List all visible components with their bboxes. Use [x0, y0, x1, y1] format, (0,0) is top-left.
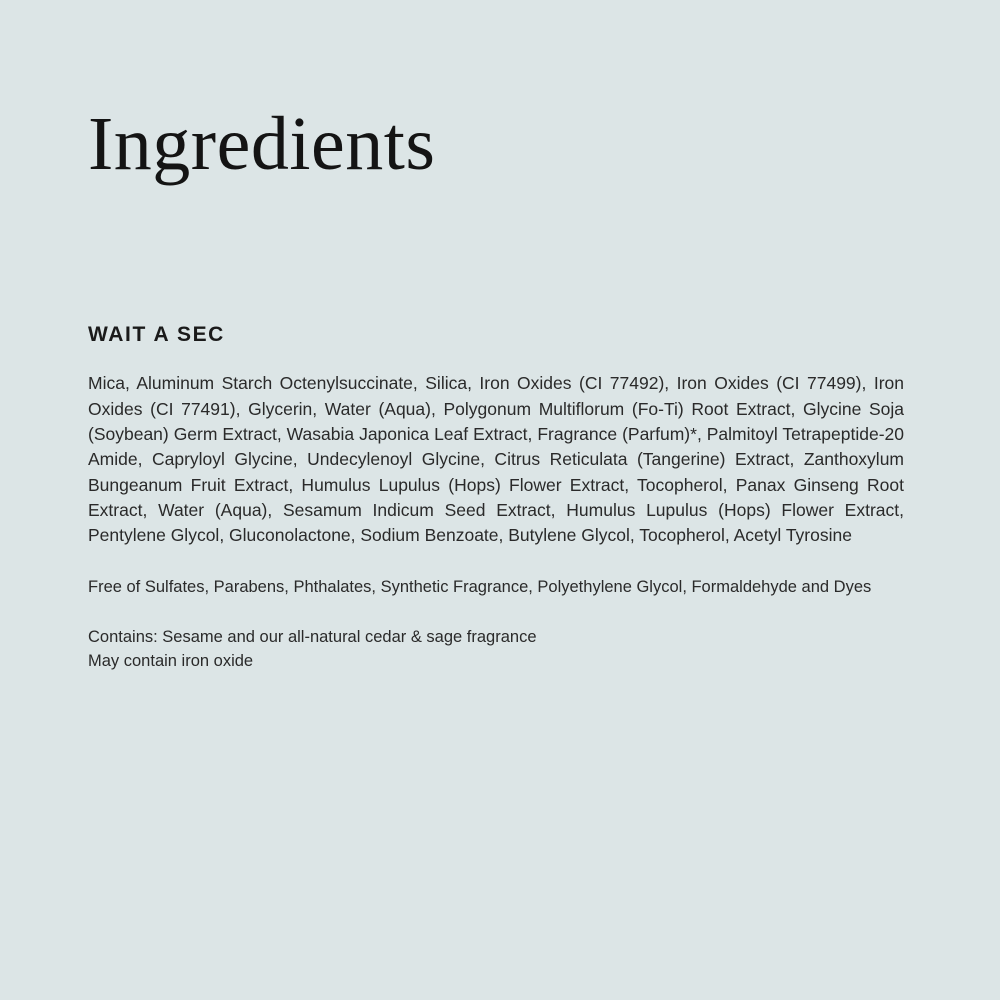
- page-title: Ingredients: [88, 101, 436, 186]
- contains-block: [88, 626, 904, 674]
- may-contain-text: May contain iron oxide: [88, 651, 254, 670]
- ingredient-list-text: Mica, Aluminum Starch Octenylsuccinate, Silica, Iron Oxides (CI 77492), Iron Oxides (CI 77499), Iron Oxides (CI 77491), Glycerin, Water (Aqua), Polygonum Multiflorum (Fo-Ti) Root Extract, Glycine Soja (Soybean) Germ Extract, Wasabia Japonica Leaf Extract, Fragrance (Parfum)*, Palmitoyl Tetrapeptide-20 Amide, Capryloyl Glycine, Undecylenoyl Glycine, Citrus Reticulata (Tangerine) Extract, Zanthoxylum Bungeanum Fruit Extract, Humulus Lupulus (Hops) Flower Extract, Tocopherol, Panax Ginseng Root Extract, Water (Aqua), Sesamum Indicum Seed Extract, Humulus Lupulus (Hops) Flower Extract, Pentylene Glycol, Gluconolactone, Sodium Benzoate, Butylene Glycol, Tocopherol, Acetyl Tyrosine: [88, 373, 904, 546]
- ingredients-content: [88, 322, 904, 674]
- product-name-heading: WAIT A SEC: [88, 323, 225, 346]
- contains-text: Contains: Sesame and our all-natural cedar & sage fragrance: [88, 627, 537, 646]
- free-of-text: Free of Sulfates, Parabens, Phthalates, Synthetic Fragrance, Polyethylene Glycol, Formaldehyde and Dyes: [88, 577, 872, 596]
